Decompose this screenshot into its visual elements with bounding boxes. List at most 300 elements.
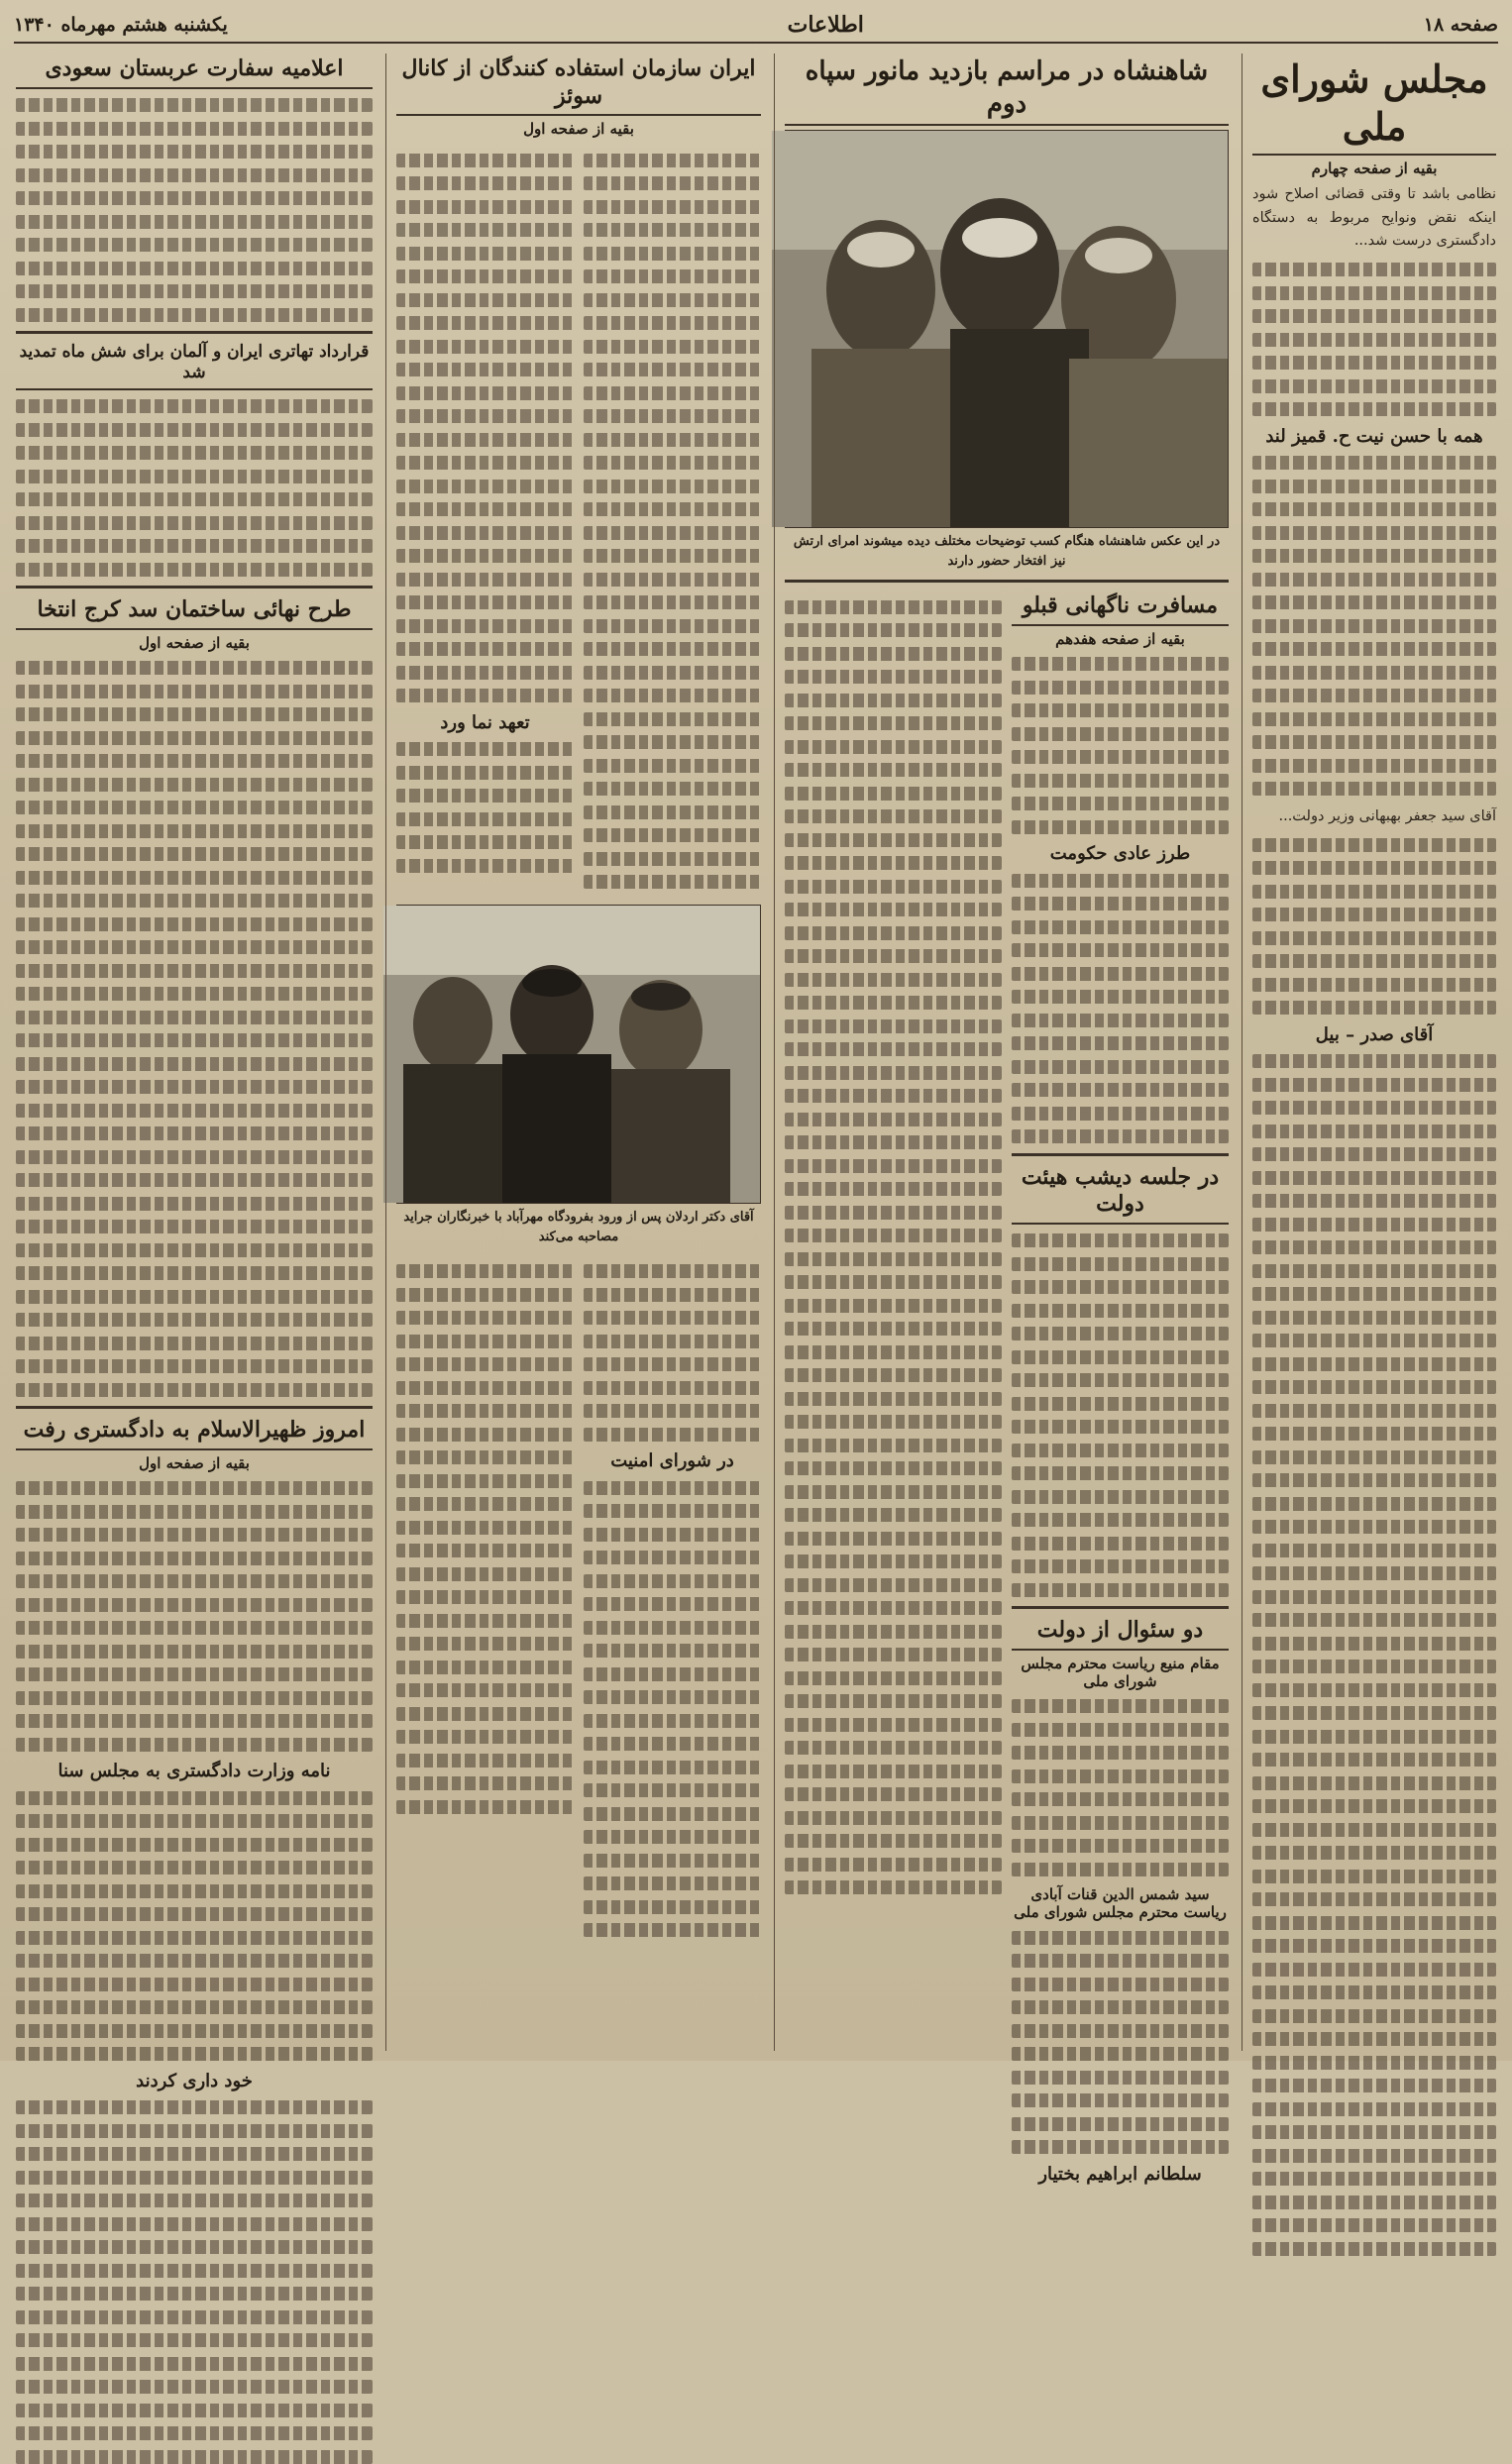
- text-line: [396, 293, 574, 307]
- text-line: [785, 833, 1002, 847]
- text-line: [584, 1551, 761, 1564]
- text-line: [16, 168, 373, 182]
- text-line: [584, 642, 761, 656]
- text-line: [785, 1858, 1002, 1872]
- text-line: [1012, 1444, 1229, 1457]
- text-line: [1252, 1637, 1496, 1651]
- text-line: [396, 859, 574, 873]
- text-line: [16, 215, 373, 229]
- text-line: [16, 2240, 373, 2254]
- continued-note: بقیه از صفحه هفدهم: [1055, 629, 1185, 648]
- photo-image: [383, 906, 760, 1203]
- text-line: [16, 2194, 373, 2207]
- text-line: [1012, 1863, 1229, 1876]
- text-line: [785, 1718, 1002, 1732]
- text-line: [16, 1173, 373, 1187]
- text-line: [396, 480, 574, 493]
- text-line: [1252, 1001, 1496, 1015]
- text-line: [1252, 1590, 1496, 1604]
- text-line: [1252, 1311, 1496, 1325]
- text-line: [1012, 1060, 1229, 1074]
- text-line: [1252, 1380, 1496, 1394]
- text-line: [1012, 1466, 1229, 1480]
- text-line: [1012, 897, 1229, 911]
- text-line: [1012, 2024, 1229, 2038]
- text-line: [16, 1954, 373, 1968]
- text-line: [584, 666, 761, 680]
- text-line: [16, 1126, 373, 1140]
- text-line: [1012, 1816, 1229, 1830]
- text-line: [785, 1485, 1002, 1499]
- text-line: [16, 1290, 373, 1304]
- text-line: [1252, 1194, 1496, 1208]
- text-line: [785, 1834, 1002, 1848]
- text-line: [584, 1574, 761, 1588]
- text-line: [1252, 1544, 1496, 1557]
- text-line: [1252, 402, 1496, 416]
- text-line: [785, 996, 1002, 1010]
- text-line: [1012, 727, 1229, 741]
- text-line: [396, 316, 574, 330]
- text-line: [1012, 1304, 1229, 1318]
- text-line: [584, 1690, 761, 1704]
- text-line: [16, 871, 373, 885]
- text-line: [584, 1404, 761, 1418]
- text-line: [785, 973, 1002, 987]
- subheading: در شورای امنیت: [610, 1450, 734, 1471]
- text-line: [1012, 1257, 1229, 1271]
- text-line: [16, 2333, 373, 2347]
- text-line: [396, 595, 574, 609]
- text-line: [396, 223, 574, 237]
- text-line: [16, 1907, 373, 1921]
- text-line: [785, 1252, 1002, 1266]
- text-line: [1252, 456, 1496, 470]
- text-line: [396, 549, 574, 563]
- text-line: [785, 1182, 1002, 1196]
- text-line: [584, 480, 761, 493]
- text-line: [1012, 1107, 1229, 1121]
- text-line: [1252, 1404, 1496, 1418]
- text-line: [1252, 2125, 1496, 2139]
- text-line: [396, 456, 574, 470]
- text-line: [1012, 2000, 1229, 2014]
- text-line: [396, 176, 574, 190]
- text-line: [584, 1481, 761, 1495]
- headline-parliament: مجلس شورای ملی: [1252, 55, 1496, 156]
- text-line: [1252, 309, 1496, 323]
- text-line: [785, 623, 1002, 637]
- text-line: [584, 1830, 761, 1844]
- text-line: [584, 1923, 761, 1937]
- text-line: [785, 1113, 1002, 1126]
- text-line: [785, 1159, 1002, 1173]
- text-line: [584, 223, 761, 237]
- text-line: [584, 1644, 761, 1658]
- text-line: [1012, 2140, 1229, 2154]
- text-line: [1012, 657, 1229, 671]
- text-line: [1252, 735, 1496, 749]
- text-line: [785, 1392, 1002, 1406]
- text-line: [785, 1461, 1002, 1475]
- text-line: [785, 716, 1002, 730]
- text-line: [16, 1266, 373, 1280]
- text-line: [785, 1765, 1002, 1778]
- text-line: [1252, 2196, 1496, 2209]
- text-line: [584, 712, 761, 726]
- text-line: [1012, 1559, 1229, 1573]
- text-line: [16, 2100, 373, 2114]
- text-line: [584, 433, 761, 447]
- text-line: [785, 1345, 1002, 1359]
- text-line: [16, 1574, 373, 1588]
- text-line: [584, 1714, 761, 1728]
- text-line: [584, 1428, 761, 1442]
- col3-split-bottom: [396, 1255, 761, 1947]
- photo-caption: در این عکس شاهنشاه هنگام کسب توضیحات مختلف دیده میشوند امرای ارتش نیز افتخار حضور دارند: [793, 534, 1221, 569]
- text-line: [785, 1322, 1002, 1336]
- text-line: [16, 731, 373, 745]
- text-line: [785, 856, 1002, 870]
- text-line: [1252, 1450, 1496, 1464]
- text-line: [1012, 1723, 1229, 1737]
- text-line: [396, 789, 574, 803]
- text-line: [584, 456, 761, 470]
- text-line: [16, 191, 373, 205]
- text-line: [396, 766, 574, 780]
- text-line: [584, 875, 761, 889]
- text-line: [396, 642, 574, 656]
- text-line: [396, 200, 574, 214]
- text-line: [396, 502, 574, 516]
- text-line: [1012, 2047, 1229, 2061]
- text-line: [1012, 943, 1229, 957]
- text-line: [584, 828, 761, 842]
- text-line: [16, 824, 373, 838]
- text-line: [785, 1811, 1002, 1825]
- text-line: [584, 1311, 761, 1325]
- text-line: [16, 1598, 373, 1612]
- photo-ardalan: [396, 905, 761, 1204]
- text-line: [1012, 2093, 1229, 2107]
- text-line: [16, 1033, 373, 1047]
- text-line: [1252, 1985, 1496, 1999]
- text-line: [1252, 502, 1496, 516]
- text-line: [584, 1335, 761, 1348]
- text-line: [1252, 2102, 1496, 2116]
- text-line: [16, 1738, 373, 1752]
- text-line: [584, 1528, 761, 1542]
- text-line: [1252, 1870, 1496, 1883]
- text-line: [396, 386, 574, 400]
- text-line: [16, 1011, 373, 1024]
- subheading: نامه وزارت دادگستری به مجلس سنا: [57, 1761, 331, 1781]
- text-line: [584, 1504, 761, 1518]
- text-line: [1252, 1520, 1496, 1534]
- text-line: [396, 1544, 574, 1557]
- paragraph: آقای سید جعفر بهبهانی وزیر دولت...: [1278, 807, 1496, 824]
- text-line: [1012, 1954, 1229, 1968]
- text-line: [1012, 874, 1229, 888]
- text-line: [584, 1807, 761, 1821]
- text-line: [584, 316, 761, 330]
- text-line: [396, 1707, 574, 1721]
- text-line: [1252, 595, 1496, 609]
- text-line: [1252, 1730, 1496, 1744]
- text-line: [1012, 920, 1229, 934]
- text-line: [1252, 573, 1496, 587]
- text-line: [1252, 1240, 1496, 1254]
- text-line: [584, 363, 761, 376]
- text-line: [16, 2000, 373, 2014]
- text-line: [16, 1057, 373, 1071]
- text-line: [1252, 2056, 1496, 2070]
- text-line: [1252, 931, 1496, 945]
- text-line: [785, 694, 1002, 707]
- photo-caption: آقای دکتر اردلان پس از ورود بفرودگاه مهرآباد با خبرنگاران جراید مصاحبه می‌کند: [403, 1209, 754, 1244]
- text-line: [1012, 1931, 1229, 1945]
- text-line: [1012, 1537, 1229, 1551]
- text-line: [785, 903, 1002, 916]
- text-line: [16, 2426, 373, 2440]
- text-line: [16, 2404, 373, 2417]
- text-line: [584, 293, 761, 307]
- text-line: [1012, 1397, 1229, 1411]
- text-line: [1012, 1420, 1229, 1434]
- text-line: [1012, 681, 1229, 695]
- text-line: [396, 1754, 574, 1768]
- text-line: [1252, 1823, 1496, 1837]
- text-line: [584, 1761, 761, 1774]
- text-line: [16, 1931, 373, 1945]
- text-line: [16, 1814, 373, 1828]
- text-line: [1252, 1147, 1496, 1161]
- text-line: [785, 740, 1002, 754]
- text-line: [1252, 885, 1496, 899]
- text-line: [1012, 1327, 1229, 1340]
- text-line: [1252, 480, 1496, 493]
- text-line: [1252, 978, 1496, 992]
- text-line: [396, 1335, 574, 1348]
- text-line: [1012, 967, 1229, 981]
- text-line: [16, 1884, 373, 1898]
- signature: سلطانم ابراهیم بختیار: [1038, 2163, 1202, 2185]
- text-line: [16, 1359, 373, 1373]
- text-line: [785, 1625, 1002, 1639]
- subheading: آقای صدر – بیل: [1315, 1023, 1434, 1045]
- text-line: [584, 502, 761, 516]
- text-line: [16, 1861, 373, 1875]
- text-line: [584, 1357, 761, 1371]
- text-line: [785, 1508, 1002, 1522]
- subheading: مقام منیع ریاست محترم مجلس شورای ملی: [1021, 1654, 1220, 1690]
- text-line: [785, 763, 1002, 777]
- text-line: [396, 689, 574, 702]
- text-line: [16, 778, 373, 792]
- text-line: [1012, 1746, 1229, 1760]
- text-line: [584, 549, 761, 563]
- text-line: [1252, 379, 1496, 393]
- text-line: [785, 1019, 1002, 1033]
- text-line: [1012, 1978, 1229, 1991]
- text-line: [16, 2380, 373, 2394]
- text-line: [1252, 1846, 1496, 1860]
- text-line: [1252, 1101, 1496, 1115]
- text-line: [1252, 619, 1496, 633]
- text-line: [1252, 1427, 1496, 1441]
- headline-sudden-trip: مسافرت ناگهانی قبلو: [1012, 592, 1229, 626]
- text-line: [785, 880, 1002, 894]
- text-line: [584, 782, 761, 796]
- text-line: [1012, 1490, 1229, 1504]
- text-line: [396, 269, 574, 283]
- text-line: [785, 809, 1002, 823]
- headline-karaj-dam: طرح نهائی ساختمان سد کرج انتخا: [16, 596, 373, 630]
- text-line: [16, 563, 373, 577]
- text-line: [785, 1787, 1002, 1801]
- text-line: [16, 801, 373, 814]
- text-line: [16, 1667, 373, 1681]
- text-line: [785, 1229, 1002, 1242]
- text-line: [1252, 1776, 1496, 1790]
- text-line: [396, 1521, 574, 1535]
- subheading: سید شمس الدین قنات آبادی ریاست محترم مجلس شورای ملی: [1014, 1885, 1227, 1921]
- text-line: [16, 894, 373, 908]
- text-line: [1252, 1660, 1496, 1673]
- text-line: [785, 670, 1002, 684]
- text-line: [1252, 1078, 1496, 1092]
- text-line: [785, 1066, 1002, 1080]
- text-line: [396, 1450, 574, 1464]
- col2-split: [785, 590, 1229, 2191]
- text-line: [1252, 356, 1496, 370]
- text-line: [396, 1730, 574, 1744]
- text-line: [785, 1694, 1002, 1708]
- text-line: [396, 835, 574, 849]
- text-line: [396, 573, 574, 587]
- text-line: [16, 2264, 373, 2278]
- text-line: [16, 1080, 373, 1094]
- text-line: [16, 661, 373, 675]
- text-line: [1252, 2242, 1496, 2256]
- text-line: [1012, 1129, 1229, 1143]
- text-line: [1012, 1014, 1229, 1027]
- text-line: [785, 1648, 1002, 1661]
- text-line: [1252, 1683, 1496, 1697]
- text-line: [1012, 750, 1229, 764]
- text-line: [1012, 1583, 1229, 1597]
- text-line: [1252, 1264, 1496, 1278]
- text-line: [16, 262, 373, 275]
- text-line: [396, 1428, 574, 1442]
- text-line: [16, 446, 373, 460]
- issue-date: یکشنبه هشتم مهرماه ۱۳۴۰: [14, 14, 228, 36]
- text-line: [584, 852, 761, 866]
- text-line: [1012, 990, 1229, 1004]
- text-line: [584, 1621, 761, 1635]
- text-line: [16, 1383, 373, 1397]
- text-line: [584, 340, 761, 354]
- text-line: [16, 2171, 373, 2185]
- text-line: [16, 847, 373, 861]
- column-4: [10, 54, 378, 2091]
- text-line: [16, 685, 373, 698]
- text-line: [1252, 263, 1496, 276]
- text-line: [785, 1275, 1002, 1289]
- text-line: [396, 1357, 574, 1371]
- column-3: [390, 54, 767, 2051]
- text-line: [584, 595, 761, 609]
- text-line: [1252, 1357, 1496, 1371]
- text-line: [16, 1337, 373, 1350]
- column-2: [779, 54, 1235, 2185]
- paper-name: اطلاعات: [787, 12, 864, 38]
- text-line: [584, 1737, 761, 1751]
- text-line: [16, 917, 373, 931]
- col2-left-half: [785, 590, 1002, 2191]
- text-line: [1252, 712, 1496, 726]
- text-line: [396, 666, 574, 680]
- column-1: [1246, 54, 1502, 2051]
- text-line: [396, 1661, 574, 1674]
- text-line: [584, 1264, 761, 1278]
- headline-saudi-embassy: اعلامیه سفارت عربستان سعودی: [16, 55, 373, 89]
- text-line: [785, 1554, 1002, 1568]
- text-line: [584, 1288, 761, 1302]
- text-line: [1252, 908, 1496, 921]
- text-line: [396, 1404, 574, 1418]
- text-line: [584, 154, 761, 167]
- text-line: [16, 987, 373, 1001]
- text-line: [1012, 1792, 1229, 1806]
- text-line: [16, 1197, 373, 1211]
- text-line: [16, 98, 373, 112]
- text-line: [396, 363, 574, 376]
- text-line: [16, 1691, 373, 1705]
- text-line: [1252, 1497, 1496, 1511]
- text-line: [16, 754, 373, 768]
- text-line: [1252, 1334, 1496, 1347]
- text-line: [1012, 2071, 1229, 2085]
- text-line: [1252, 666, 1496, 680]
- text-line: [1252, 1892, 1496, 1906]
- text-line: [1012, 1373, 1229, 1387]
- text-line: [16, 2124, 373, 2138]
- text-line: [396, 812, 574, 826]
- text-line: [1252, 1799, 1496, 1813]
- text-line: [396, 1800, 574, 1814]
- text-line: [16, 539, 373, 553]
- text-line: [16, 238, 373, 252]
- text-line: [16, 1220, 373, 1233]
- text-line: [1012, 1513, 1229, 1527]
- text-line: [396, 1288, 574, 1302]
- text-line: [396, 1311, 574, 1325]
- text-line: [16, 1978, 373, 1991]
- text-line: [16, 492, 373, 506]
- text-line: [785, 647, 1002, 661]
- headline-iran-germany-barter: قرارداد تهاتری ایران و آلمان برای شش ماه تمدید شد: [16, 342, 373, 390]
- text-line: [16, 1150, 373, 1164]
- text-line: [1252, 1939, 1496, 1953]
- text-line: [1012, 1839, 1229, 1853]
- text-line: [1252, 1916, 1496, 1930]
- text-line: [16, 122, 373, 136]
- subheading: تعهد نما ورد: [440, 711, 530, 733]
- text-line: [785, 1880, 1002, 1894]
- text-line: [1012, 1699, 1229, 1713]
- text-line: [584, 200, 761, 214]
